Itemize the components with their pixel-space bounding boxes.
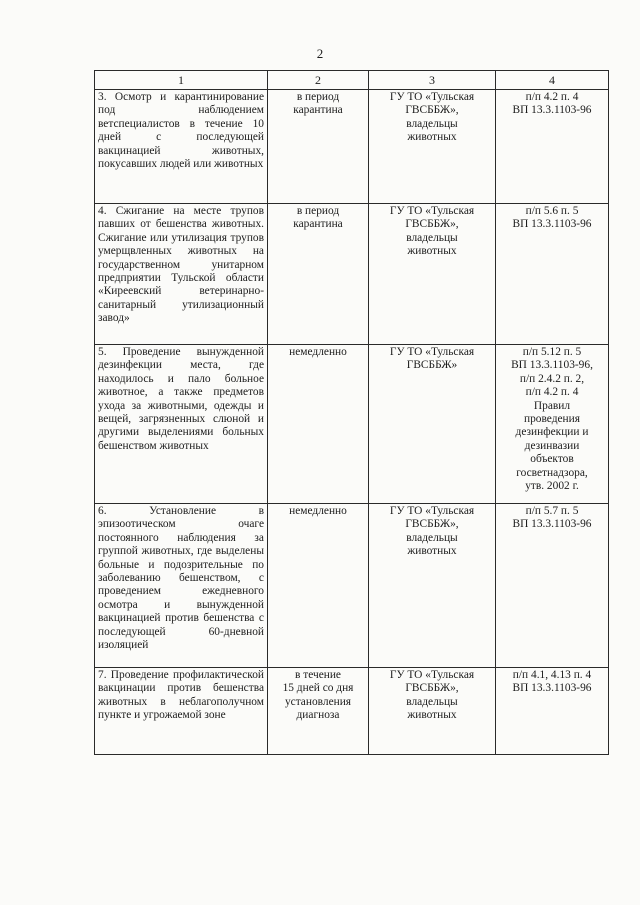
executor-text: ГУ ТО «Тульская ГВСББЖ», владельцы животных [389,91,475,144]
measure-text: 6. Установление в эпизоотическом очаге постоянного наблюдения за группой животных, где выделены больные и подозрительные по заболеванию бешенством, с проведением ежедневного осмотра и вынужденной вакцинацией против бешенства с последующей 60-дневной изоляцией [98,505,264,652]
term-text: немедленно [289,346,347,358]
term-cell [268,204,369,345]
header-column-2: 2 [268,71,369,90]
term-text: немедленно [289,505,347,517]
term-cell [268,668,369,755]
page-number: 2 [316,46,324,61]
executor-text: ГУ ТО «Тульская ГВСББЖ» [389,346,475,372]
term-cell [268,345,369,504]
measure-cell [95,668,268,755]
basis-text: п/п 5.6 п. 5 ВП 13.3.1103-96 [512,205,592,231]
measure-cell [95,345,268,504]
basis-text: п/п 5.12 п. 5 ВП 13.3.1103-96, п/п 2.4.2 п. 2, п/п 4.2 п. 4 Правил проведения дезинфекции и дезинвазии объектов госветнадзора, утв. 2002 г. [511,346,593,493]
basis-cell [496,345,609,504]
executor-cell [369,504,496,668]
measures-table [94,70,609,755]
header-column-3: 3 [369,71,496,90]
measure-text: 7. Проведение профилактической вакцинации против бешенства животных в неблагополучном пункте и угрожаемой зоне [98,669,264,722]
basis-cell [496,504,609,668]
basis-text: п/п 4.1, 4.13 п. 4 ВП 13.3.1103-96 [512,669,592,695]
executor-cell [369,345,496,504]
table-row [95,345,609,504]
table-row [95,204,609,345]
basis-cell [496,90,609,204]
executor-text: ГУ ТО «Тульская ГВСББЖ», владельцы животных [389,669,475,722]
term-cell [268,90,369,204]
header-column-4: 4 [496,71,609,90]
basis-text: п/п 5.7 п. 5 ВП 13.3.1103-96 [512,505,592,531]
measure-cell [95,90,268,204]
executor-cell [369,90,496,204]
measure-cell [95,504,268,668]
table-row [95,504,609,668]
term-cell [268,504,369,668]
term-text: в период карантина [293,91,343,117]
table-row [95,90,609,204]
table-row [95,668,609,755]
header-column-1: 1 [95,71,268,90]
term-text: в течение 15 дней со дня установления диагноза [282,669,354,722]
executor-cell [369,668,496,755]
measure-text: 4. Сжигание на месте трупов павших от бешенства животных. Сжигание или утилизация трупов умерщвленных животных на государственном унитарном предприятии Тульской области «Киреевский ветеринарно-санитарный утилизационный завод» [98,205,264,325]
term-text: в период карантина [293,205,343,231]
table-header-row [95,71,609,90]
basis-cell [496,204,609,345]
basis-cell [496,668,609,755]
executor-text: ГУ ТО «Тульская ГВСББЖ», владельцы животных [389,205,475,258]
measure-cell [95,204,268,345]
executor-cell [369,204,496,345]
executor-text: ГУ ТО «Тульская ГВСББЖ», владельцы животных [389,505,475,558]
basis-text: п/п 4.2 п. 4 ВП 13.3.1103-96 [512,91,592,117]
measure-text: 5. Проведение вынужденной дезинфекции места, где находилось и пало больное животное, а также предметов ухода за животными, одежды и вещей, загрязненных слюной и другими выделениями больных бешенством животных [98,346,264,452]
measure-text: 3. Осмотр и карантинирование под наблюдением ветспециалистов в течение 10 дней с последующей вакцинацией животных, покусавших людей или животных [98,91,264,171]
